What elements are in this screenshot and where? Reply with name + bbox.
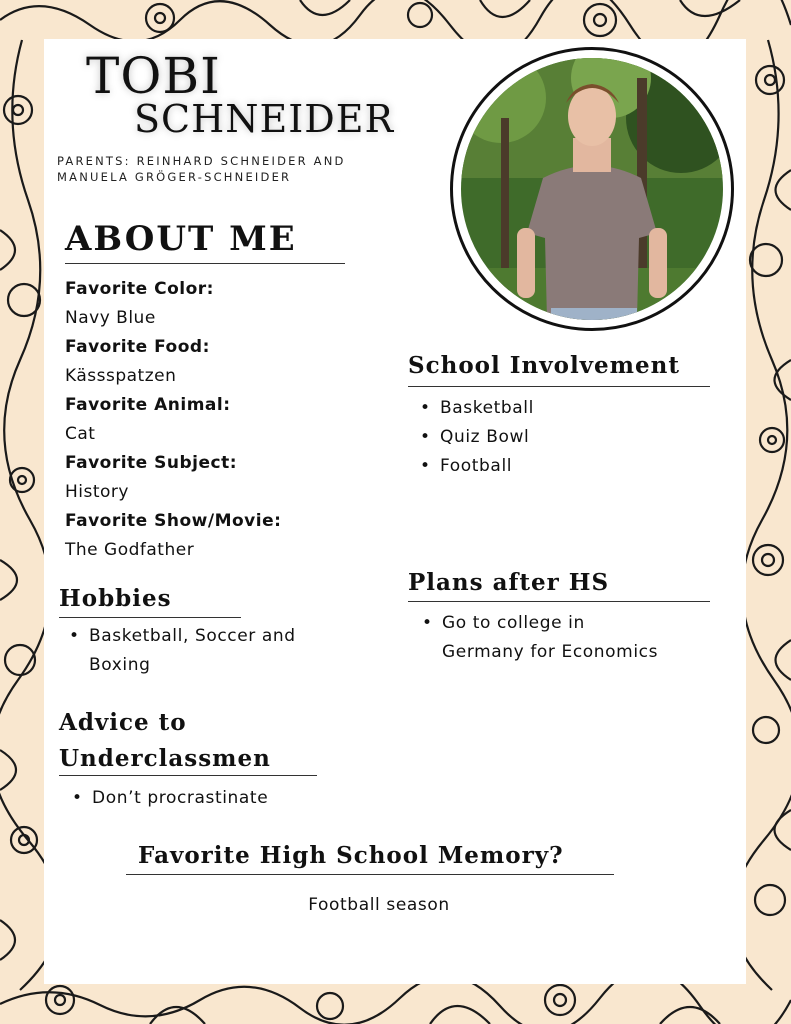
plans-heading: Plans after HS bbox=[408, 569, 610, 596]
advice-underline bbox=[59, 775, 317, 776]
favorite-color-value: Navy Blue bbox=[65, 308, 156, 328]
school-involvement-heading: School Involvement bbox=[408, 352, 680, 379]
favorite-animal-value: Cat bbox=[65, 424, 96, 444]
favorite-food-label: Favorite Food: bbox=[65, 337, 210, 357]
memory-heading: Favorite High School Memory? bbox=[138, 842, 564, 869]
plans-line-2: Germany for Economics bbox=[442, 642, 659, 662]
list-item bbox=[65, 622, 365, 680]
list-item: • Football bbox=[416, 452, 716, 481]
favorite-show-value: The Godfather bbox=[65, 540, 195, 560]
list-item: • Don’t procrastinate bbox=[68, 784, 368, 813]
hobbies-heading: Hobbies bbox=[59, 585, 172, 612]
list-item bbox=[418, 609, 718, 667]
favorite-subject-label: Favorite Subject: bbox=[65, 453, 238, 473]
hobby-line-2: Boxing bbox=[89, 655, 151, 675]
school-involvement-list bbox=[416, 394, 716, 481]
portrait-photo bbox=[461, 58, 723, 320]
memory-text: Football season bbox=[308, 895, 450, 915]
favorite-subject-value: History bbox=[65, 482, 129, 502]
favorite-show-label: Favorite Show/Movie: bbox=[65, 511, 282, 531]
favorite-color-label: Favorite Color: bbox=[65, 279, 214, 299]
last-name: SCHNEIDER bbox=[134, 97, 395, 141]
list-item: • Basketball bbox=[416, 394, 716, 423]
plans-underline bbox=[408, 601, 710, 602]
hobbies-underline bbox=[59, 617, 241, 618]
school-involvement-underline bbox=[408, 386, 710, 387]
parents-line bbox=[57, 153, 417, 185]
hobbies-list bbox=[65, 622, 365, 680]
list-item: • Quiz Bowl bbox=[416, 423, 716, 452]
parents-line-2: MANUELA GRÖGER-SCHNEIDER bbox=[57, 170, 292, 184]
profile-card bbox=[44, 39, 746, 984]
hobby-line-1: • Basketball, Soccer and bbox=[89, 626, 296, 646]
about-me-heading: ABOUT ME bbox=[65, 219, 297, 259]
advice-heading-line-2: Underclassmen bbox=[59, 745, 271, 772]
about-me-underline bbox=[65, 263, 345, 264]
about-me-list bbox=[65, 275, 395, 565]
favorite-animal-label: Favorite Animal: bbox=[65, 395, 231, 415]
parents-line-1: PARENTS: REINHARD SCHNEIDER AND bbox=[57, 154, 346, 168]
memory-underline bbox=[126, 874, 614, 875]
advice-list bbox=[68, 784, 368, 813]
portrait-frame bbox=[450, 47, 734, 331]
plans-line-1: • Go to college in bbox=[442, 613, 585, 633]
advice-heading-line-1: Advice to bbox=[59, 709, 187, 736]
favorite-food-value: Kässspatzen bbox=[65, 366, 177, 386]
plans-list bbox=[418, 609, 718, 667]
first-name: TOBI bbox=[86, 47, 221, 105]
advice-heading bbox=[59, 705, 271, 777]
